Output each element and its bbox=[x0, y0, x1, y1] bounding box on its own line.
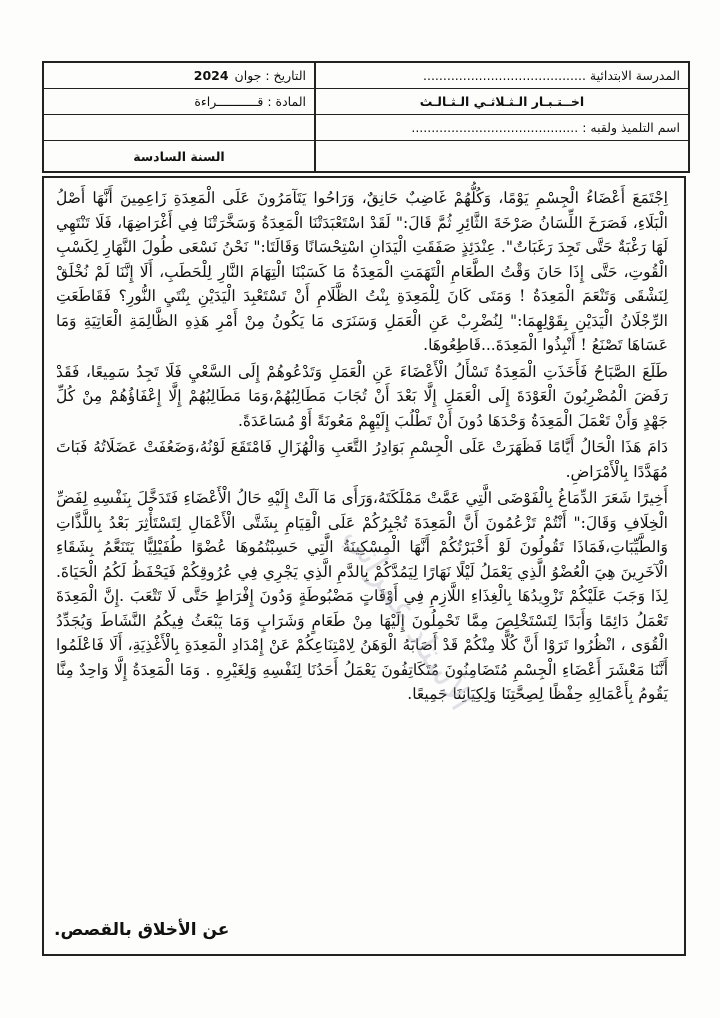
student-name-field: اسم التلميذ ولقبه : .......................................... bbox=[316, 115, 688, 141]
subject-field: المادة : قـــــــــــراءة bbox=[44, 89, 314, 115]
reading-text-frame bbox=[42, 176, 686, 956]
header-left-column bbox=[44, 63, 314, 171]
date-field bbox=[44, 63, 314, 89]
paragraph-3: دَامَ هَذَا الْحَالُ أَيَّامًا فَظَهَرَتْ عَلَى الْجِسْمِ بَوَادِرُ التَّعَبِ وَالْهُزَالِ فَامْتَقَعَ لَوْنُهُ،وَضَعُفَتْ عَضَلَاتُهُ فَبَاتَ مُهَدَّدًا بِالْأَمْرَاضِ. bbox=[56, 438, 668, 481]
exam-title: اخــتـبـار الـثـلاثـي الـثـالـث bbox=[316, 89, 688, 115]
reading-text bbox=[56, 186, 668, 707]
header-empty-cell bbox=[316, 141, 688, 171]
paragraph-1: اِجْتَمَعَ أَعْضَاءُ الْجِسْمِ يَوْمًا، وَكُلُّهُمْ غَاضِبٌ حَانِقٌ، وَرَاحُوا يَتَآمَرُونَ عَلَى الْمَعِدَةِ زَاعِمِينَ أَنَّهَا أَصْلُ الْبَلَاءِ، فَصَرَخَ اللِّسَانُ صَرْخَةَ الثَّائِرِ ثُمَّ قَالَ:" لَقَدْ اسْتَعْبَدَتْنَا الْمَعِدَةُ وَسَخَّرَتْنَا فِي أَغْرَاضِهَا، فَلَا تَنْتَهِي لَهَا رَغْبَةٌ حَتَّى تَجِدَ رَغَبَاتٌ". عِنْدَئِذٍ صَفَقَتِ الْيَدَانِ اسْتِحْسَانًا وَقَالَتَا:" نَحْنُ نَسْعَى طُولَ النَّهَارِ لِكَسْبِ الْقُوتِ، حَتَّى إِذَا حَانَ وَقْتُ الطَّعَامِ الْتَهَمَتِ الْمَعِدَةُ مَا كَسَبْنَا الْتِهَامَ النَّارِ لِلْحَطَبِ، أَلَا إِنَّنَا لَمْ نُخْلَقْ لِنَشْقَى وَتَنْعَمَ الْمَعِدَةُ ! وَمَتَى كَانَ لِلْمَعِدَةِ بِنْتُ الظَّلَامِ أَنْ تَسْتَعْبِدَ الْيَدَيْنِ بِنْتَيِ النُّورِ؟ فَقَاطَعَتِ الرِّجْلَانُ الْيَدَيْنِ بِقَوْلِهِمَا:" لِنُضْرِبْ عَنِ الْعَمَلِ وَسَنَرَى مَا يَكُونُ مِنْ أَمْرِ هَذِهِ الظَّالِمَةِ الْعَاتِيَةِ وَمَا عَسَاهَا تَصْنَعُ ! أَنْبِذُوا الْمَعِدَةَ...قَاطِعُوهَا. bbox=[56, 189, 668, 354]
school-field: المدرسة الابتدائية ......................................... bbox=[316, 63, 688, 89]
date-label: التاريخ : جوان bbox=[234, 68, 306, 83]
grade-field: السنة السادسة bbox=[133, 148, 225, 164]
paragraph-2: طَلَعَ الصَّبَاحُ فَأَخَذَتِ الْمَعِدَةُ تَسْأَلُ الْأَعْضَاءَ عَنِ الْعَمَلِ وَتَدْعُوهُمْ إِلَى السَّعْيِ فَلَا تَجِدُ سَمِيعًا، فَقَدْ رَفَضَ الْمُضْرِبُونَ الْعَوْدَةَ إِلَى الْعَمَلِ إِلَّا بَعْدَ أَنْ تُجَابَ مَطَالِبُهُمْ،وَمَا مَطَالِبُهُمْ إِلَّا إِعْفَاؤُهُمْ مِنْ كُلِّ جَهْدٍ وَأَنْ تَعْمَلَ الْمَعِدَةُ وَحْدَهَا دُونَ أَنْ تَطْلُبَ إِلَيْهِمْ مَعُونَةً أَوْ مُسَاعَدَةً. bbox=[56, 362, 668, 430]
text-source: عن الأخلاق بالقصص. bbox=[54, 920, 230, 940]
paragraph-4: أَخِيرًا شَعَرَ الدِّمَاغُ بِالْفَوْضَى الَّتِي عَمَّتْ مَمْلَكَتَهُ،وَرَأَى مَا آلَتْ إِلَيْهِ حَالُ الْأَعْضَاءِ فَتَدَخَّلَ بِنَفْسِهِ لِفَضِّ الْخِلَافِ وَقَالَ:" أَنْتُمْ تَزْعُمُونَ أَنَّ الْمَعِدَةَ تُجْبِرُكُمْ عَلَى الْقِيَامِ بِشَتَّى الْأَعْمَالِ لِتَسْتَأْثِرَ بَعْدُ بِاللَّذَّاتِ وَالطَّيِّبَاتِ،فَمَاذَا تَقُولُونَ لَوْ أَخْبَرْتُكُمْ أَنَّهَا الْمِسْكِينَةُ الَّتِي حَسِبْتُمُوهَا عُضْوًا طُفَيْلِيًّا يَتَنَعَّمُ بِشَقَاءِ الْآخَرِينَ هِيَ الْعُضْوُ الَّذِي يَعْمَلُ لَيْلًا نَهَارًا لِيَمُدَّكُمْ بِالدَّمِ الَّذِي يَجْرِي فِي عُرُوقِكُمْ فَيَحْفَظُ لَكُمُ الْحَيَاةَ. لِذَا وَجَبَ عَلَيْكُمْ تَزْوِيدُهَا بِالْغِذَاءِ اللَّازِمِ فِي أَوْقَاتٍ مَضْبُوطَةٍ وَدُونَ إِفْرَاطٍ حَتَّى لَا تَتْعَبَ .إِنَّ الْمَعِدَةَ تَعْمَلُ دَائِمًا وَأَبَدًا لِتَسْتَخْلِصَ مِمَّا تَحْمِلُونَ إِلَيْهَا مِنْ طَعَامٍ وَشَرَابٍ وَمَا يَبْعَثُ فِيكُمُ النَّشَاطَ وَيُجَدِّدُ الْقُوَى ، انْظُرُوا تَرَوْا أَنَّ كُلًّا مِنْكُمْ قَدْ أَصَابَهُ الْوَهَنُ لِامْتِنَاعِكُمْ عَنْ إِمْدَادِ الْمَعِدَةِ بِالْأَغْذِيَةِ، أَلَا فَاعْلَمُوا أَنَّنَا مَعْشَرَ أَعْضَاءِ الْجِسْمِ مُتَضَامِنُونَ مُتَكَاتِفُونَ يَعْمَلُ أَحَدُنَا لِنَفْسِهِ وَلِغَيْرِهِ . وَمَا الْمَعِدَةُ إِلَّا وَاحِدٌ مِنَّا يَقُومُ بِأَعْمَالِهِ حِفْظًا لِصِحَّتِنَا وَلِكِيَانِنَا جَمِيعًا. bbox=[56, 489, 668, 703]
header-blank-cell bbox=[44, 115, 314, 141]
exam-header bbox=[42, 61, 690, 173]
date-year: 2024 bbox=[193, 68, 229, 83]
watermark: الأستاذ عمراني bbox=[336, 518, 482, 718]
header-right-column bbox=[314, 63, 688, 171]
